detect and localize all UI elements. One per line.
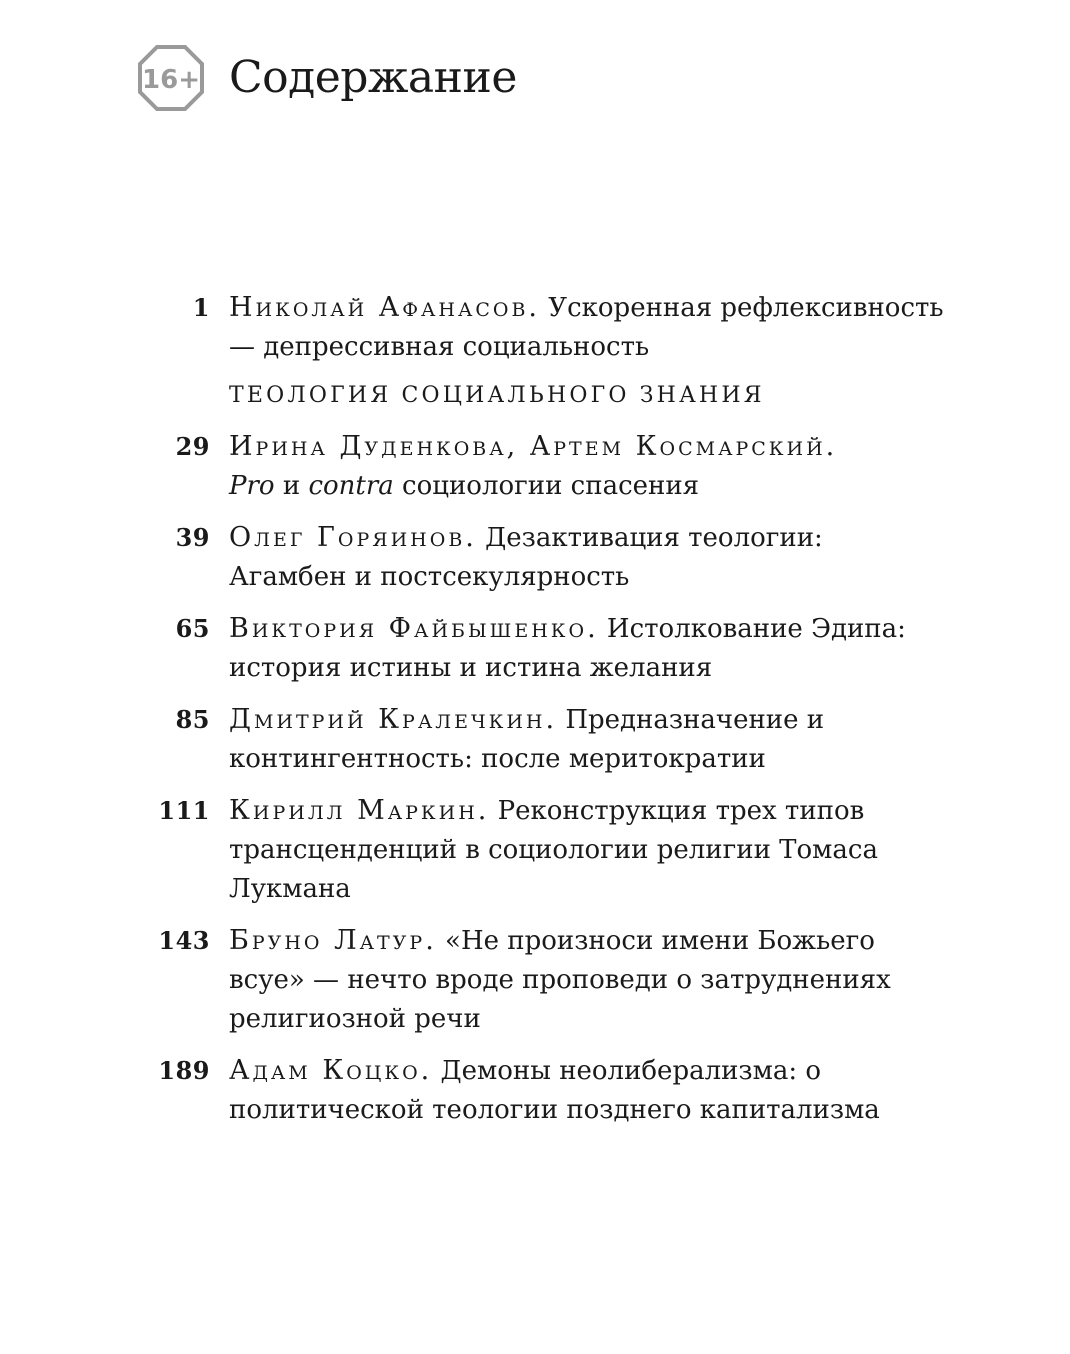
entry-text [229,1051,944,1130]
toc-entry[interactable] [150,1051,950,1130]
page-title: Содержание [229,52,517,103]
toc-entry[interactable] [150,427,950,506]
entry-text [229,700,944,779]
page-number: 85 [175,705,210,734]
page-number: 111 [158,796,210,825]
entry-title: Истолкование Эдипа: история истины и истина желания [229,614,906,683]
author-name: Виктория Файбышенко. [229,613,599,644]
entry-title-part: и [274,471,309,501]
entry-title: Дезактивация теологии: Агамбен и постсекулярность [229,523,823,592]
entry-title-italic: contra [308,471,394,501]
author-name: Ирина Дуденкова, Артем Космарский. [229,431,838,462]
entry-text [229,791,944,909]
entry-title-italic: Pro [229,471,275,501]
entry-text [229,518,944,597]
page-number: 189 [158,1056,210,1085]
toc-entry[interactable] [150,288,950,367]
author-name: Адам Коцко. [229,1055,433,1086]
entry-title: Демоны неолиберализма: о политической теологии позднего капитализма [229,1056,880,1125]
toc-entry[interactable] [150,700,950,779]
table-of-contents [150,288,950,1142]
author-name: Дмитрий Кралечкин. [229,704,558,735]
author-name: Николай Афанасов. [229,292,541,323]
toc-entry[interactable] [150,791,950,909]
author-name: Бруно Латур. [229,925,437,956]
entry-title: «Не произноси имени Божьего всуе» — нечто вроде проповеди о затруднениях религиозной речи [229,926,891,1034]
toc-entry[interactable] [150,609,950,688]
entry-text [229,921,944,1039]
entry-title: Реконструкция трех типов трансценденций в социологии религии Томаса Лукмана [229,796,878,904]
age-rating-text: 16+ [142,65,200,95]
entry-text [229,609,944,688]
toc-entry[interactable] [150,518,950,597]
page-number: 1 [192,293,210,322]
age-rating-badge [137,44,205,112]
entry-title: социологии спасения [393,471,700,501]
toc-entry[interactable] [150,921,950,1039]
author-name: Олег Горяинов. [229,522,477,553]
page-number: 143 [158,926,210,955]
entry-text [229,288,944,367]
page-number: 29 [175,432,210,461]
page-number: 65 [175,614,210,643]
entry-title: Ускоренная рефлексивность — депрессивная социальность [229,293,944,362]
entry-title: Предназначение и контингентность: после меритократии [229,705,825,774]
entry-text [229,427,944,506]
section-heading: ТЕОЛОГИЯ СОЦИАЛЬНОГО ЗНАНИЯ [229,383,765,408]
author-name: Кирилл Маркин. [229,795,490,826]
page-number: 39 [175,523,210,552]
